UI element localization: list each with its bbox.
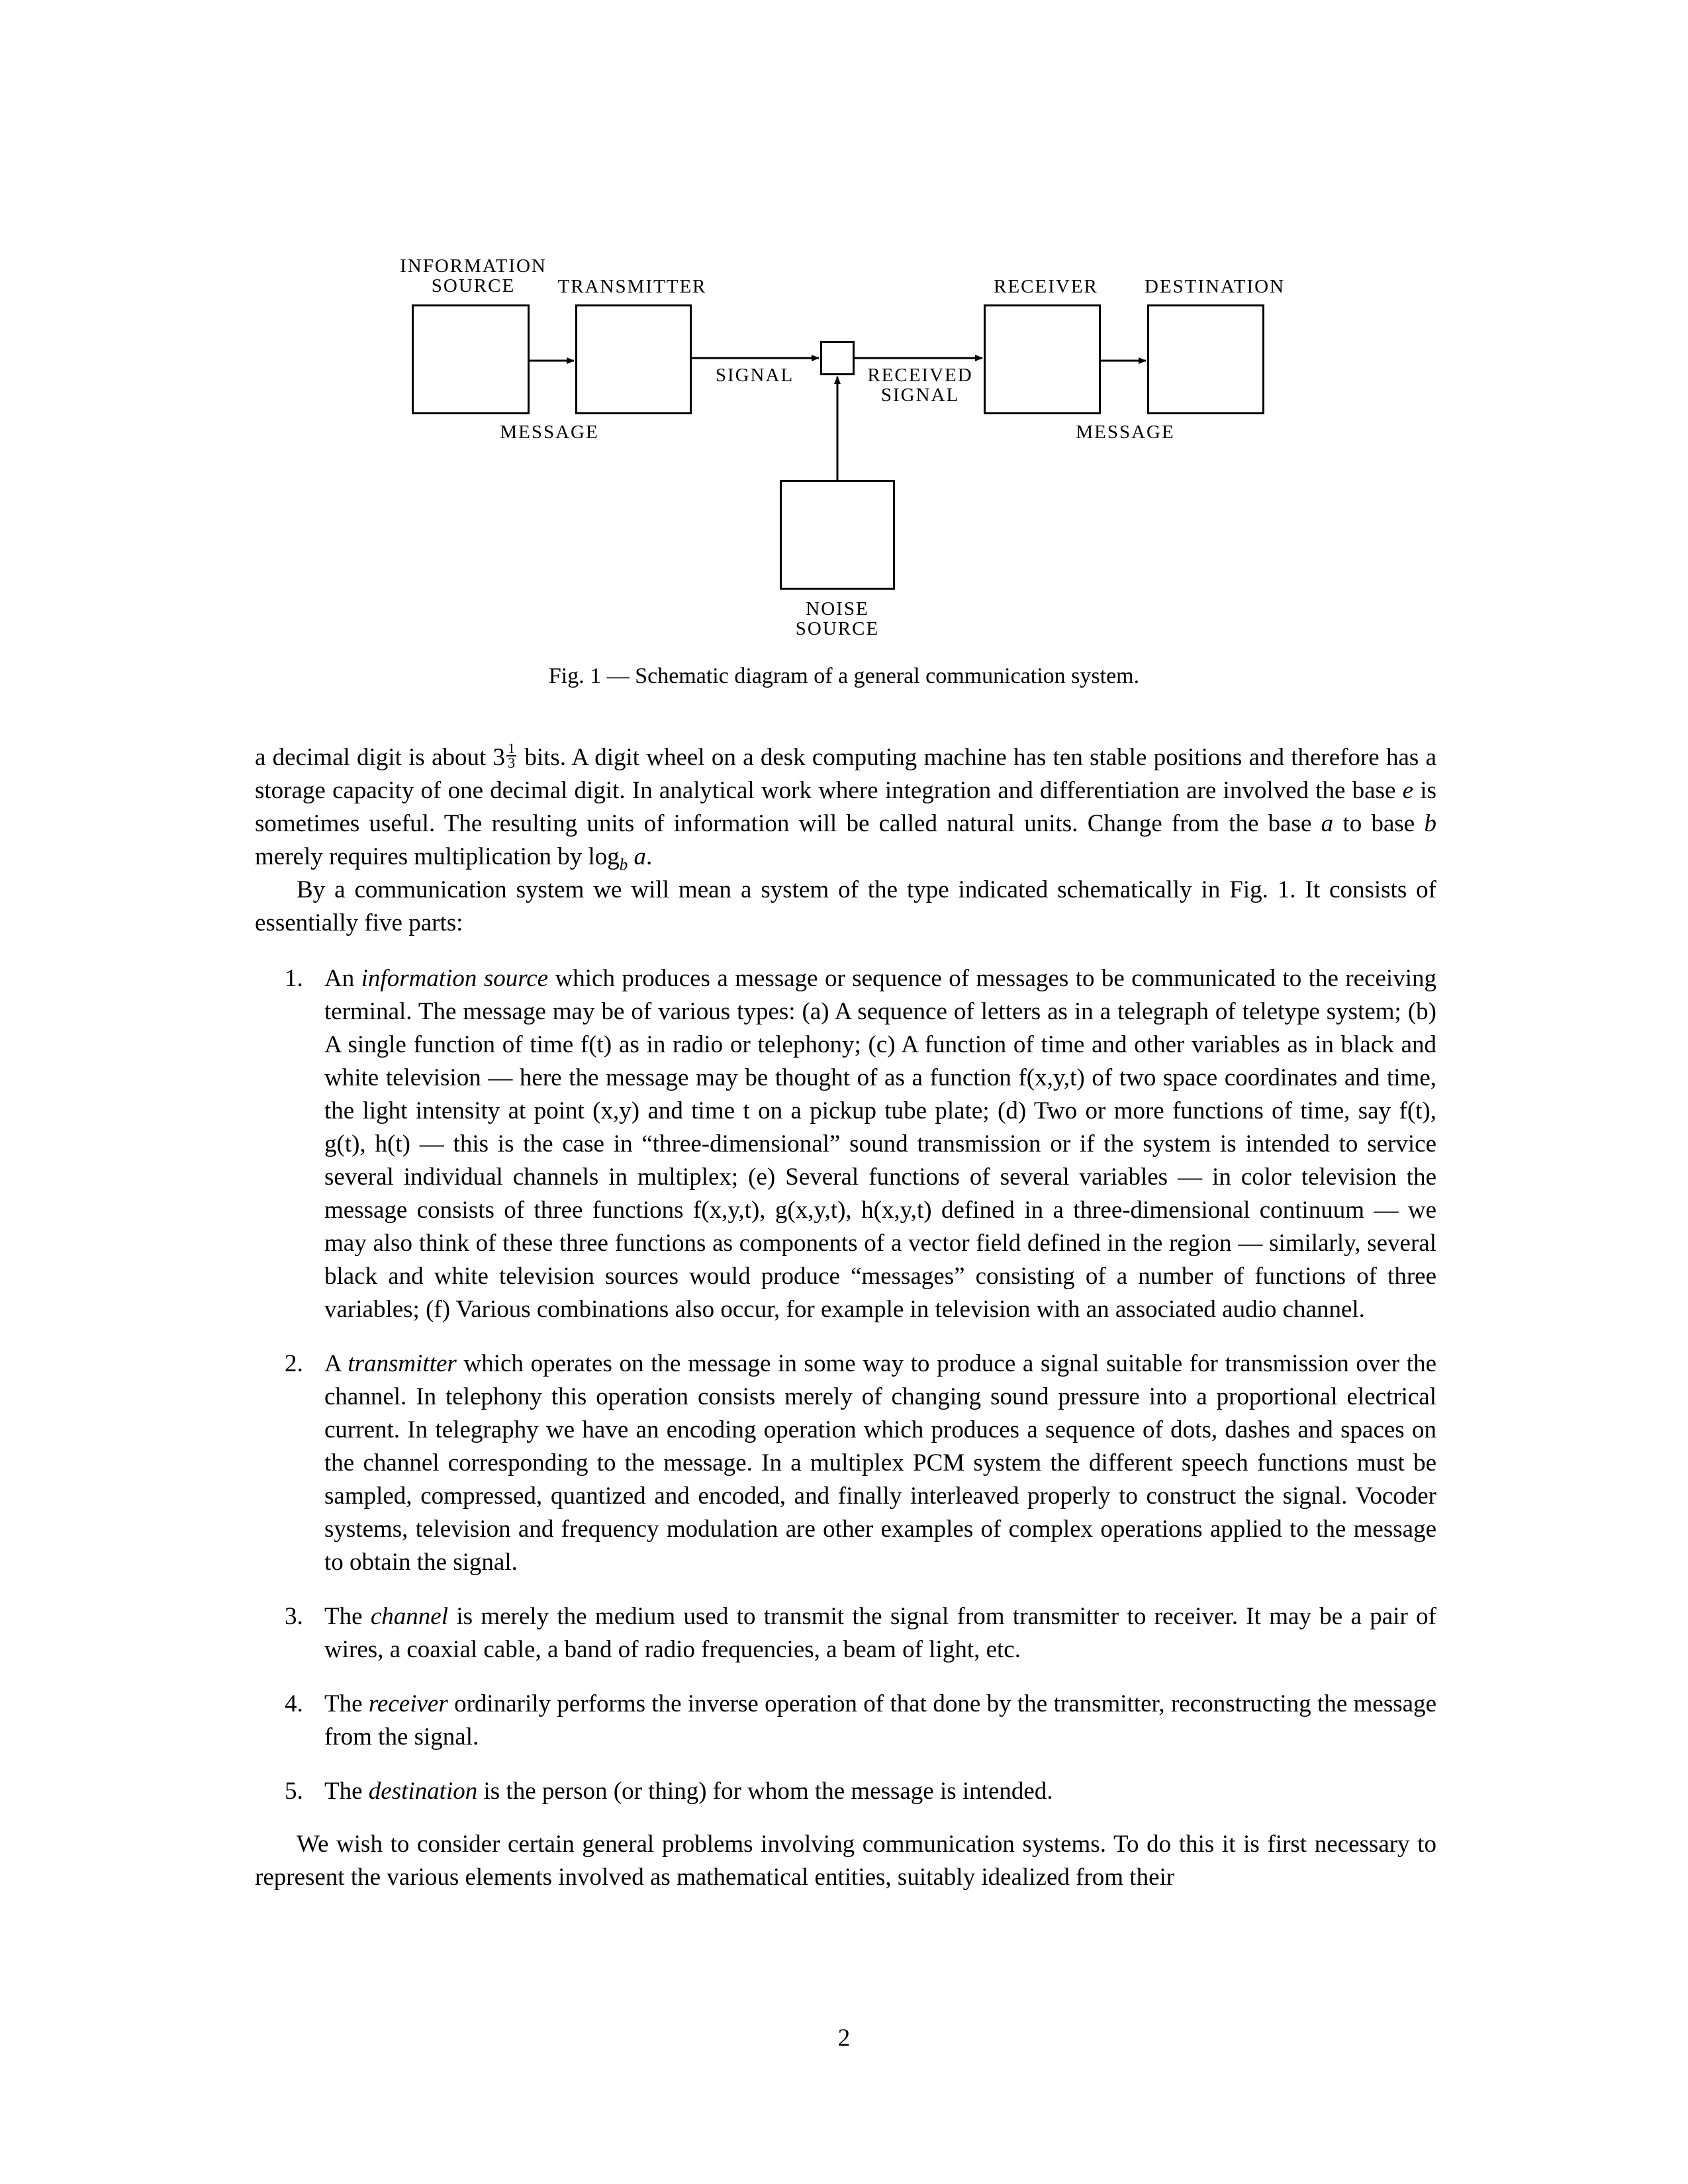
- paragraph-units: a decimal digit is about 3 $\frac{1}{3}$ bits. A digit wheel on a desk computing machine has ten stable positions and therefore has a storage capacity of one decimal digit. In analytical work where integration and differentiation are involved the base e is sometimes useful. The resulting units of information will be called natural units. Change from the base a to base b merely requires multiplication by $\log_b a$.: [255, 739, 1436, 874]
- label-destination: DESTINATION: [1144, 276, 1286, 297]
- figure-communication-system: [0, 0, 1688, 728]
- label-message-right: MESSAGE: [1076, 422, 1175, 443]
- body-text: [255, 741, 1436, 1894]
- list-item: 5. The destination is the person (or thing) for whom the message is intended.: [285, 1778, 1053, 1805]
- label-signal: SIGNAL: [715, 365, 794, 386]
- label-information-source: INFORMATION SOURCE: [400, 255, 547, 296]
- label-received-signal: RECEIVED SIGNAL: [867, 365, 973, 406]
- figure-caption: Fig. 1 — Schematic diagram of a general communication system.: [548, 664, 1140, 688]
- paragraph-communication-system: By a communication system we will mean a system of the type indicated schematically in Fig. 1. It consists of essentially five parts:: [255, 876, 1436, 936]
- fraction-one-third: $\frac{1}{3}$: [508, 739, 516, 771]
- list-item: 3. The channel is merely the medium used to transmit the signal from transmitter to receiver. It may be a pair of wires, a coaxial cable, a band of radio frequencies, a beam of light, etc.: [285, 1603, 1436, 1663]
- label-transmitter: TRANSMITTER: [557, 276, 707, 297]
- label-receiver: RECEIVER: [994, 276, 1098, 297]
- five-parts-list: [255, 962, 1436, 1808]
- list-item: 1. An information source which produces a message or sequence of messages to be communicated to the receiving terminal. The message may be of various types: (a) A sequence of letters as in a telegraph of teletype system; (b) A single function of time f(t) as in radio or telephony; (c) A function of time and other variables as in black and white television — here the message may be thought of as a function f(x,y,t) of two space coordinates and time, the light intensity at point (x,y) and time t on a pickup tube plate; (d) Two or more functions of time, say f(t), g(t), h(t) — this is the case in “three-dimensional” sound transmission or if the system is intended to service several individual channels in multiplex; (e) Several functions of several variables — in color television the message consists of three functions f(x,y,t), g(x,y,t), h(x,y,t) defined in a three-dimensional continuum — we may also think of these three functions as components of a vector field defined in the region — similarly, several black and white television sources would produce “messages” consisting of a number of functions of three variables; (f) Various combinations also occur, for example in television with an associated audio channel.: [285, 965, 1436, 1323]
- label-message-left: MESSAGE: [500, 422, 599, 443]
- list-item: 4. The receiver ordinarily performs the inverse operation of that done by the transmitter, reconstructing the message from the signal.: [285, 1690, 1436, 1751]
- label-noise-source: NOISE SOURCE: [795, 598, 880, 639]
- list-item: 2. A transmitter which operates on the message in some way to produce a signal suitable for transmission over the channel. In telephony this operation consists merely of changing sound pressure into a proportional electrical current. In telegraphy we have an encoding operation which produces a sequence of dots, dashes and spaces on the channel corresponding to the message. In a multiplex PCM system the different speech functions must be sampled, compressed, quantized and encoded, and finally interleaved properly to construct the signal. Vocoder systems, television and frequency modulation are other examples of complex operations applied to the message to obtain the signal.: [285, 1350, 1436, 1576]
- page-number: 2: [837, 2025, 851, 2052]
- paragraph-general-problems: We wish to consider certain general problems involving communication systems. To do this it is first necessary to represent the various elements involved as mathematical entities, suitably idealized from their: [255, 1831, 1436, 1891]
